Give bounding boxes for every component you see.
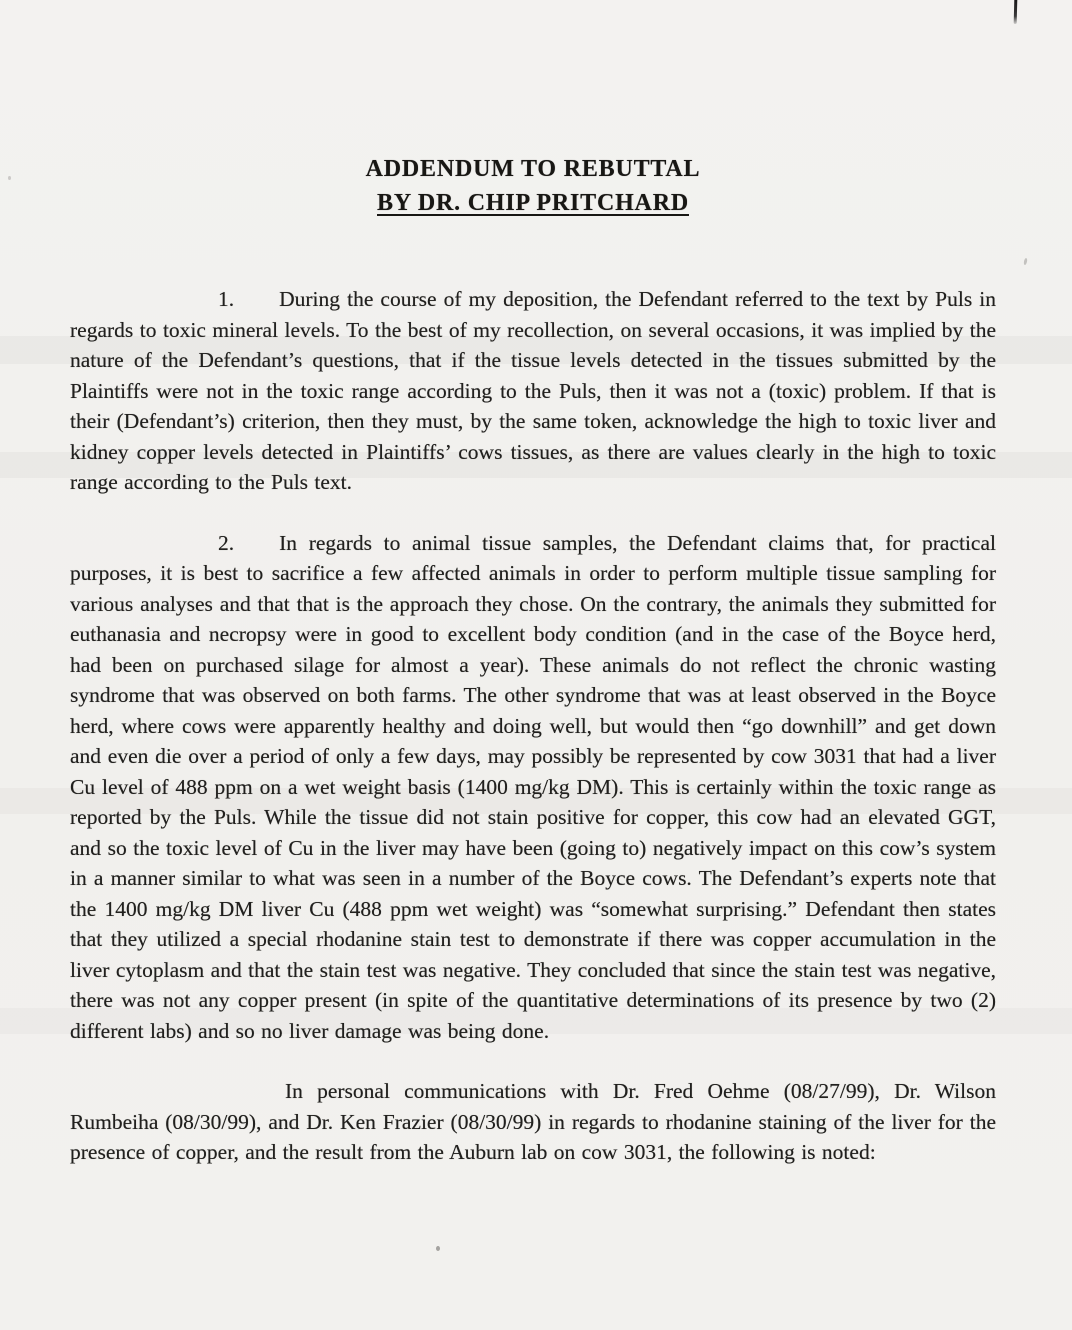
paragraph-2-text: In regards to animal tissue samples, the Defendant claims that, for practical purposes, it is best to sacrifice a few affected animals in order to perform multiple tissue sampling for various analyses and that that is the approach they chose. On the contrary, the animals they submitted for euthanasia and necropsy were in good to excellent body condition (and in the case of the Boyce herd, had been on purchased silage for almost a year). These animals do not reflect the chronic wasting syndrome that was observed on both farms. The other syndrome that was at least observed in the Boyce herd, where cows were apparently healthy and doing well, but would then “go downhill” and get down and even die over a period of only a few days, may possibly be represented by cow 3031 that had a liver Cu level of 488 ppm on a wet weight basis (1400 mg/kg DM). This is certainly within the toxic range as reported by the Puls. While the tissue did not stain positive for copper, this cow had an elevated GGT, and so the toxic level of Cu in the liver may have been (going to) negatively impact on this cow’s system in a manner similar to what was seen in a number of the Boyce cows. The Defendant’s experts note that the 1400 mg/kg DM liver Cu (488 ppm wet weight) was “somewhat surprising.” Defendant then states that they utilized a special rhodanine stain test to demonstrate if there was copper accumulation in the liver cytoplasm and that the stain test was negative. They concluded that since the stain test was negative, there was not any copper present (in spite of the quantitative determinations of its presence by two (2) different labs) and so no liver damage was being done. [70,530,996,1043]
paragraph-3 [70,1076,996,1168]
paragraph-2-number: 2. [218,530,235,555]
scan-speck [436,1246,440,1251]
title-line-1: ADDENDUM TO REBUTTAL [365,156,701,182]
paragraph-1-text: During the course of my deposition, the Defendant referred to the text by Puls in regards to toxic mineral levels. To the best of my recollection, on several occasions, it was implied by the nature of the Defendant’s questions, that if the tissue levels detected in the tissues submitted by the Plaintiffs were not in the toxic range according to the Puls, then it was not a (toxic) problem. If that is their (Defendant’s) criterion, then they must, by the same token, acknowledge the high to toxic liver and kidney copper levels detected in Plaintiffs’ cows tissues, as there are values clearly in the high to toxic range according to the Puls text. [70,287,996,494]
paragraph-1 [70,284,996,498]
document-title [70,152,996,220]
paragraph-1-number: 1. [218,287,235,311]
scan-speck [1023,258,1027,265]
title-line-2: BY DR. CHIP PRITCHARD [377,190,689,216]
pen-stroke-mark [1014,0,1018,24]
scan-speck [8,176,11,180]
paragraph-2 [70,528,996,1047]
paragraph-3-text: In personal communications with Dr. Fred Oehme (08/27/99), Dr. Wilson Rumbeiha (08/30/99), and Dr. Ken Frazier (08/30/99) in regards to rhodanine staining of the liver for the presence of copper, and the result from the Auburn lab on cow 3031, the following is noted: [70,1079,996,1164]
document-content [70,0,996,1198]
document-body [70,284,996,1168]
